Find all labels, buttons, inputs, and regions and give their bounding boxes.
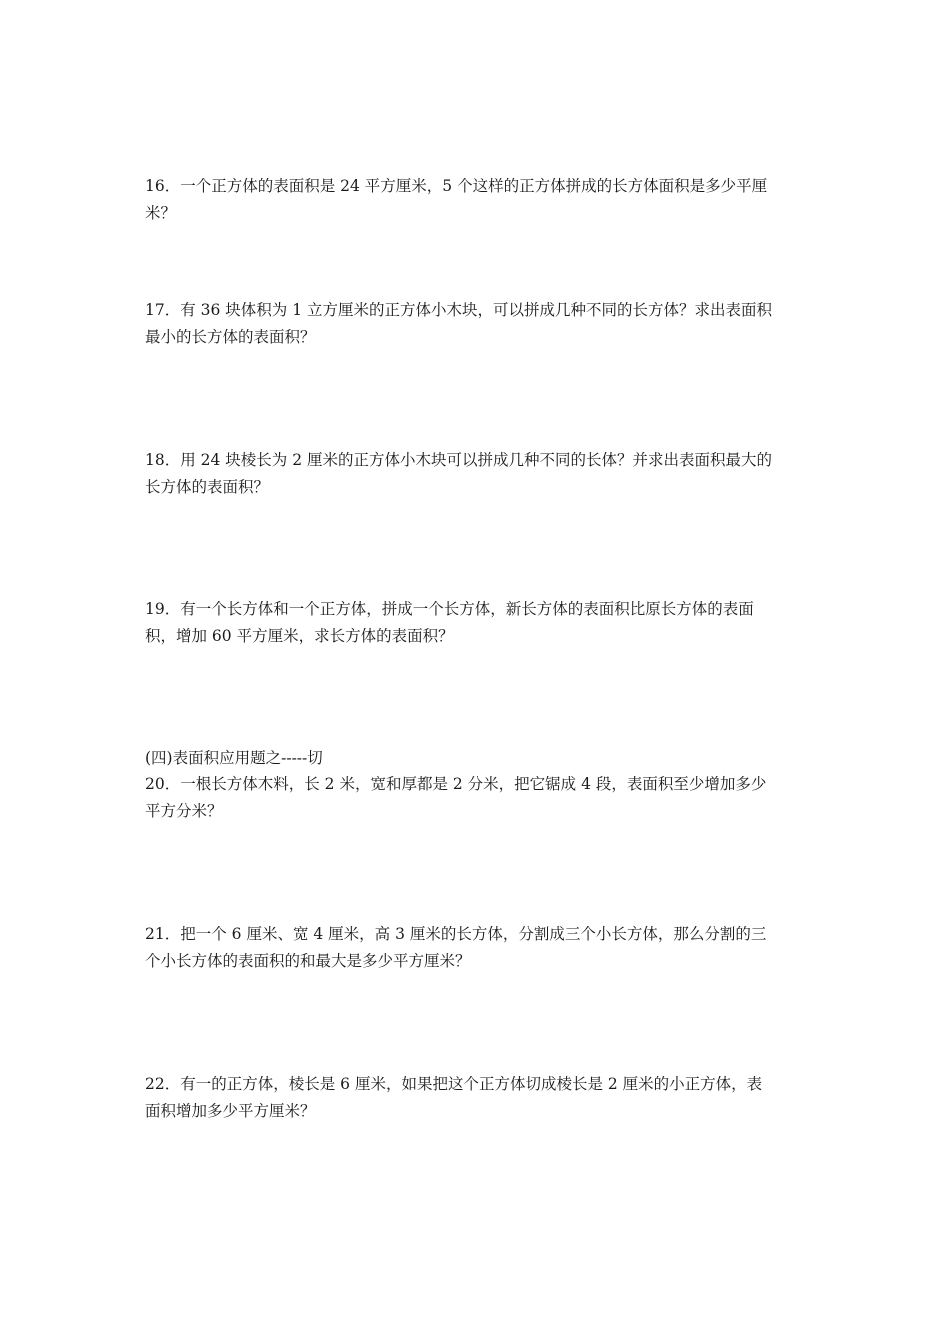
question-17 (145, 297, 810, 351)
question-text-line: 21．把一个 6 厘米、宽 4 厘米，高 3 厘米的长方体，分割成三个小长方体，那么分割的三 (145, 925, 767, 943)
question-text-line: 长方体的表面积？ (145, 478, 270, 496)
question-19 (145, 596, 810, 650)
question-text-line: 17．有 36 块体积为 1 立方厘米的正方体小木块，可以拼成几种不同的长方体？求出表面积 (145, 301, 773, 319)
question-text-line: 平方分米？ (145, 802, 223, 820)
question-text-line: 米？ (145, 204, 177, 222)
question-text-line: 20．一根长方体木料，长 2 米，宽和厚都是 2 分米，把它锯成 4 段，表面积至少增加多少 (145, 775, 767, 793)
question-16 (145, 173, 810, 227)
question-text-line: 面积增加多少平方厘米？ (145, 1102, 316, 1120)
question-text-line: 积，增加 60 平方厘米，求长方体的表面积？ (145, 627, 454, 645)
question-text-line: 16．一个正方体的表面积是 24 平方厘米，5 个这样的正方体拼成的长方体面积是多少平厘 (145, 177, 768, 195)
question-text-line: 个小长方体的表面积的和最大是多少平方厘米？ (145, 952, 471, 970)
question-18 (145, 447, 810, 501)
question-22 (145, 1071, 810, 1125)
question-text-line: 22．有一的正方体，棱长是 6 厘米，如果把这个正方体切成棱长是 2 厘米的小正方体，表 (145, 1075, 763, 1093)
section-heading: (四)表面积应用题之-----切 (145, 749, 323, 767)
question-text-line: 最小的长方体的表面积？ (145, 328, 316, 346)
question-text-line: 18．用 24 块棱长为 2 厘米的正方体小木块可以拼成几种不同的长体？并求出表面积最大的 (145, 451, 773, 469)
question-21 (145, 921, 810, 975)
question-20 (145, 771, 810, 825)
question-text-line: 19．有一个长方体和一个正方体，拼成一个长方体，新长方体的表面积比原长方体的表面 (145, 600, 754, 618)
